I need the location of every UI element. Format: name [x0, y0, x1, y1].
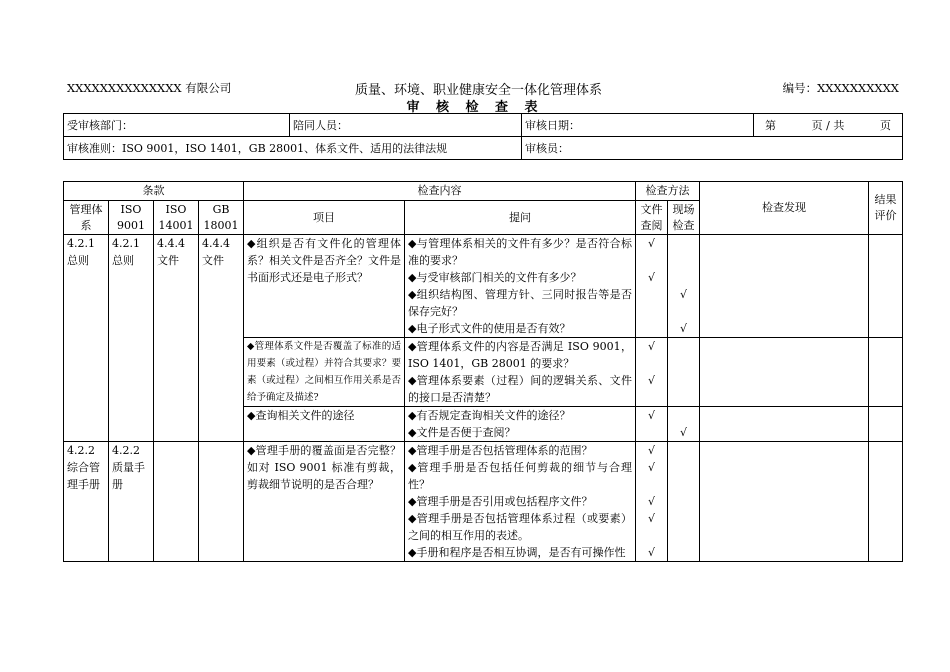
doc-review-header: 文件查阅 — [636, 201, 668, 235]
clause-iso14001-cell — [154, 442, 199, 562]
result-cell — [869, 235, 903, 338]
check-mark: √ — [647, 409, 655, 422]
page-number-field — [754, 114, 903, 137]
doc-review-cell — [636, 338, 668, 407]
item-cell: ◆查询相关文件的途径 — [244, 407, 405, 442]
question-text: ◆文件是否便于查阅？ — [408, 426, 516, 439]
form-title: 审 核 检 查 表 — [406, 100, 544, 115]
company-name: XXXXXXXXXXXXXX 有限公司 — [67, 81, 232, 95]
findings-cell — [700, 235, 869, 338]
escort-field: 陪同人员： — [290, 114, 522, 137]
question-text: ◆管理体系文件的内容是否满足 ISO 9001，ISO 1401，GB 28001 的要求？ — [408, 340, 632, 370]
item-cell: ◆管理手册的覆盖面是否完整？如对 ISO 9001 标准有剪裁，剪裁细节说明的是否合理？ — [244, 442, 405, 562]
audited-department-field: 受审核部门： — [64, 114, 290, 137]
mgmt-system-header: 管理体系 — [64, 201, 109, 235]
check-mark: √ — [647, 444, 655, 457]
clause-gb18001-cell: 4.4.4 文件 — [199, 235, 244, 442]
site-check-header: 现场检查 — [668, 201, 700, 235]
result-cell — [869, 407, 903, 442]
check-mark: √ — [679, 426, 687, 439]
question-text: ◆电子形式文件的使用是否有效？ — [408, 322, 571, 335]
site-check-cell — [668, 235, 700, 338]
table-row — [64, 235, 903, 338]
clause-iso9001-cell: 4.2.2 质量手册 — [109, 442, 154, 562]
clause-system-cell: 4.2.2 综合管理手册 — [64, 442, 109, 562]
audit-checklist-table — [63, 181, 903, 562]
question-cell — [405, 235, 636, 338]
doc-review-cell — [636, 442, 668, 562]
result-header: 结果评价 — [869, 182, 903, 235]
check-mark: √ — [647, 374, 655, 387]
question-cell — [405, 338, 636, 407]
doc-review-cell — [636, 235, 668, 338]
clause-system-cell: 4.2.1 总则 — [64, 235, 109, 442]
audit-date-field: 审核日期： — [522, 114, 754, 137]
check-mark: √ — [647, 340, 655, 353]
check-mark: √ — [647, 546, 655, 559]
site-check-cell — [668, 442, 700, 562]
question-text: ◆管理手册是否包括任何剪裁的细节与合理性？ — [408, 461, 632, 491]
audit-info-table — [63, 113, 903, 160]
question-text: ◆管理体系要素（过程）间的逻辑关系、文件的接口是否清楚？ — [408, 374, 632, 404]
question-text: ◆管理手册是否包括管理体系过程（或要素）之间的相互作用的表述。 — [408, 512, 632, 542]
check-mark: √ — [647, 495, 655, 508]
question-cell — [405, 442, 636, 562]
clause-gb18001-cell — [199, 442, 244, 562]
findings-cell — [700, 338, 869, 407]
iso9001-header: ISO 9001 — [109, 201, 154, 235]
iso14001-header: ISO 14001 — [154, 201, 199, 235]
question-text: ◆与受审核部门相关的文件有多少？ — [408, 271, 582, 284]
result-cell — [869, 338, 903, 407]
result-cell — [869, 442, 903, 562]
question-text: ◆手册和程序是否相互协调，是否有可操作性 — [408, 546, 626, 559]
check-mark: √ — [647, 461, 655, 474]
clause-header: 条款 — [64, 182, 244, 201]
question-cell — [405, 407, 636, 442]
page-label-mid: 页 / 共 — [811, 118, 845, 132]
findings-header: 检查发现 — [700, 182, 869, 235]
check-mark: √ — [647, 271, 655, 284]
gb18001-header: GB 18001 — [199, 201, 244, 235]
site-check-cell — [668, 407, 700, 442]
check-mark: √ — [647, 512, 655, 525]
method-header: 检查方法 — [636, 182, 700, 201]
check-mark: √ — [679, 288, 687, 301]
question-text: ◆组织结构图、管理方针、三同时报告等是否保存完好？ — [408, 288, 632, 318]
page-label-last: 页 — [879, 118, 891, 132]
item-cell: ◆组织是否有文件化的管理体系？相关文件是否齐全？文件是书面形式还是电子形式？ — [244, 235, 405, 338]
check-mark: √ — [647, 237, 655, 250]
audit-criteria-field: 审核准则：ISO 9001，ISO 1401，GB 28001、体系文件、适用的法律法规 — [64, 137, 522, 160]
findings-cell — [700, 407, 869, 442]
clause-iso9001-cell: 4.2.1 总则 — [109, 235, 154, 442]
item-header: 项目 — [244, 201, 405, 235]
question-text: ◆有否规定查询相关文件的途径？ — [408, 409, 571, 422]
document-number: 编号：XXXXXXXXXX — [782, 81, 899, 95]
question-text: ◆管理手册是否引用或包括程序文件？ — [408, 495, 593, 508]
document-title: 质量、环境、职业健康安全一体化管理体系 — [355, 83, 603, 98]
question-text: ◆管理手册是否包括管理体系的范围？ — [408, 444, 593, 457]
question-header: 提问 — [405, 201, 636, 235]
clause-iso14001-cell: 4.4.4 文件 — [154, 235, 199, 442]
findings-cell — [700, 442, 869, 562]
page-label-first: 第 — [765, 118, 776, 132]
auditor-field: 审核员： — [522, 137, 903, 160]
check-mark: √ — [679, 322, 687, 335]
item-cell: ◆管理体系文件是否覆盖了标准的适用要素（或过程）并符合其要求？要素（或过程）之间相互作用关系是否给予确定及描述? — [244, 338, 405, 407]
site-check-cell — [668, 338, 700, 407]
question-text: ◆与管理体系相关的文件有多少？是否符合标准的要求？ — [408, 237, 632, 267]
doc-review-cell — [636, 407, 668, 442]
table-row — [64, 442, 903, 562]
content-header: 检查内容 — [244, 182, 636, 201]
